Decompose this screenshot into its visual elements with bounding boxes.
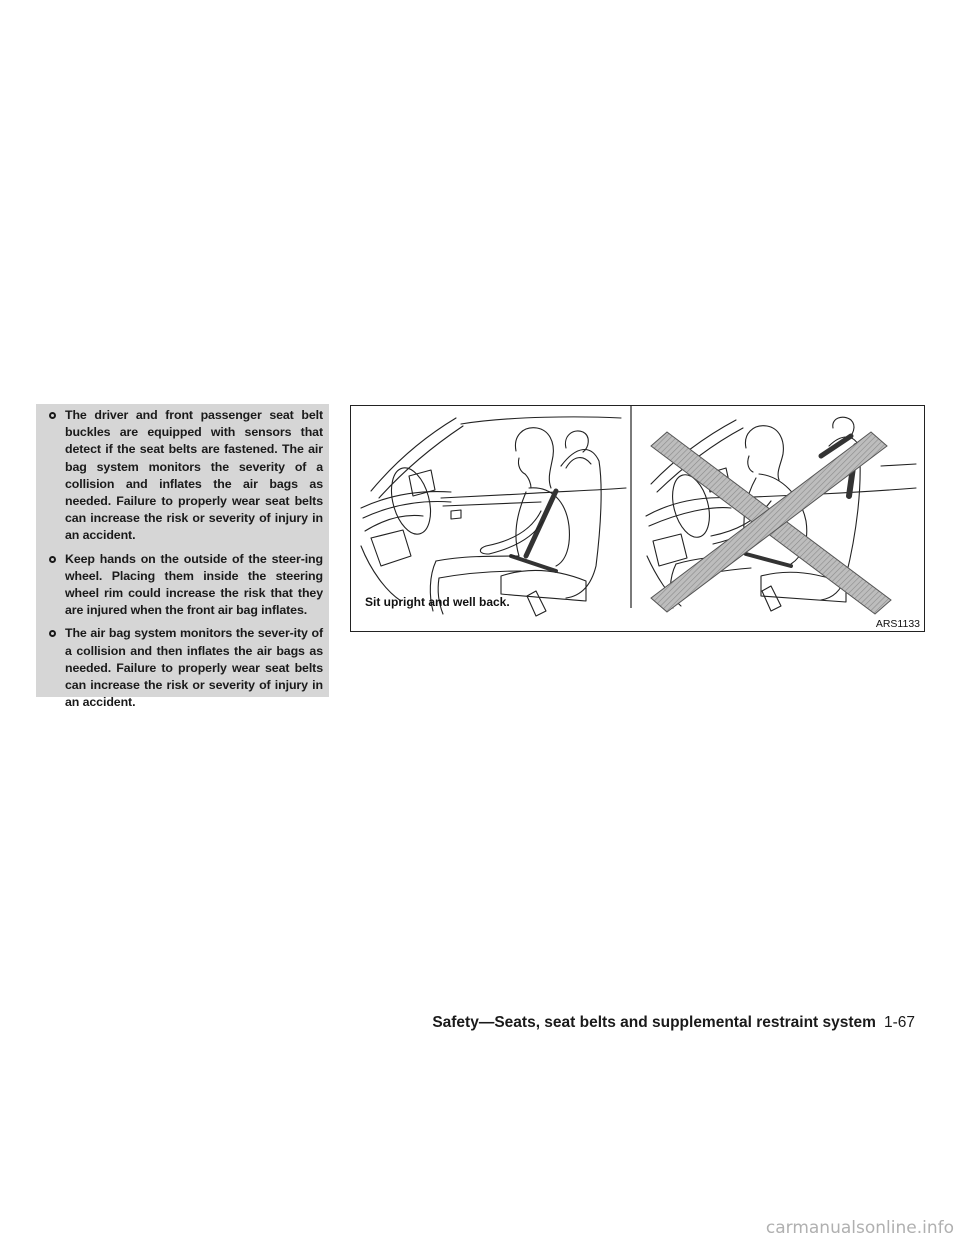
warning-bullet-text: Keep hands on the outside of the steer-ing wheel. Placing them inside the steering wheel rim could increase the risk that they are injured when the front air bag inflates. [65, 551, 323, 618]
warning-bullet-2 [46, 551, 323, 620]
page-number: 1-67 [883, 1014, 915, 1031]
warning-bullet-1 [46, 407, 323, 545]
bullet-icon [49, 412, 56, 419]
warning-bullet-text: The air bag system monitors the sever-ity of a collision and then inflates the air bags as needed. Failure to properly wear seat belts can increase the risk or severity of injury in an accident. [65, 626, 323, 710]
bullet-icon [49, 556, 56, 563]
warning-bullet-text: The driver and front passenger seat belt buckles are equipped with sensors that detect if the seat belts are fastened. The air bag system monitors the severity of a collision and inflates the air bags as needed. Failure to properly wear seat belts can increase the risk or severity of injury in an accident. [65, 408, 323, 543]
warning-box [36, 404, 329, 710]
page-footer [0, 1014, 915, 1032]
watermark: carmanualsonline.info [765, 1218, 954, 1238]
figure-caption: Sit upright and well back. [365, 595, 510, 609]
figure-code: ARS1133 [875, 618, 920, 630]
section-title: Safety—Seats, seat belts and supplemental restraint system [432, 1014, 876, 1031]
warning-bullet-3 [46, 625, 323, 711]
bullet-icon [49, 630, 56, 637]
correct-posture-drawing [361, 417, 626, 616]
seating-illustration [350, 405, 925, 632]
